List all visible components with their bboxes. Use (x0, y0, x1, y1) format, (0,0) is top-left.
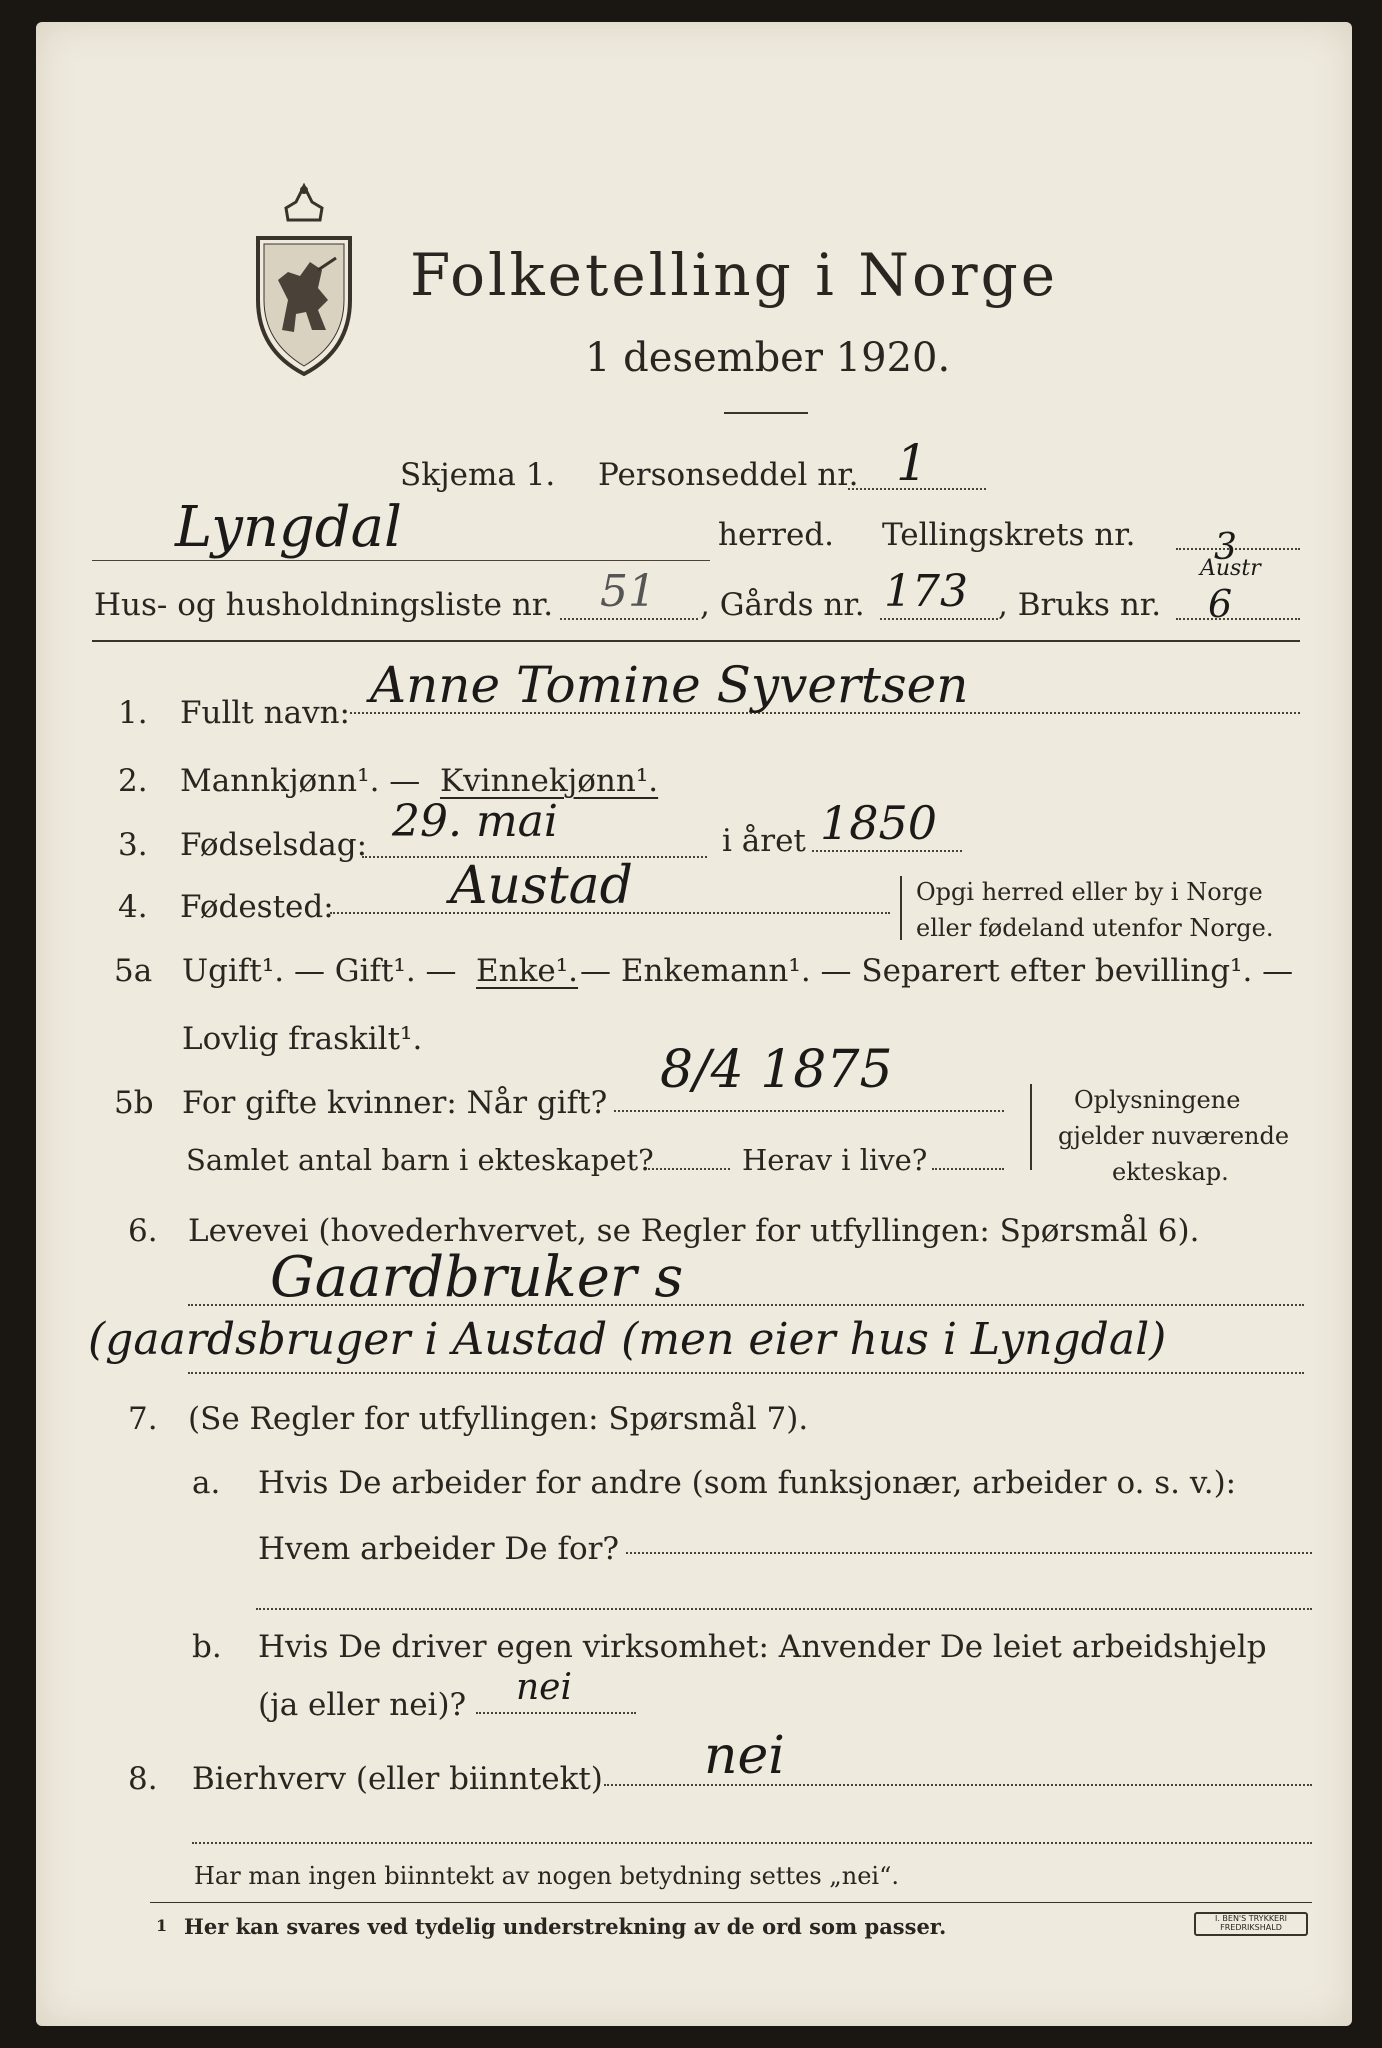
q7a-line-extra (256, 1608, 1312, 1610)
printer-stamp: I. BEN'S TRYKKERI FREDRIKSHALD (1194, 1912, 1308, 1936)
q5b-label: For gifte kvinner: Når gift? (182, 1085, 608, 1121)
herred-label: herred. (718, 517, 834, 553)
q7b-label: Hvis De driver egen virksomhet: Anvender De leiet arbeidshjelp (258, 1629, 1267, 1665)
q6-value-line2: (gaardsbruger i Austad (men eier hus i Lyngdal) (88, 1314, 1167, 1365)
q7b-line2: (ja eller nei)? (258, 1687, 467, 1723)
q6-label: Levevei (hovederhvervet, se Regler for utfyllingen: Spørsmål 6). (188, 1213, 1200, 1249)
hus-line (560, 618, 698, 620)
bruks-label: , Bruks nr. (998, 587, 1162, 623)
q4-note-brace (900, 876, 902, 940)
q6-line1 (188, 1304, 1304, 1306)
q2-female-underlined: Kvinnekjønn¹. (440, 763, 659, 799)
q3-year-value: 1850 (820, 796, 938, 850)
q8-line-extra (192, 1842, 1312, 1844)
gards-line (880, 618, 998, 620)
q7a-line2: Hvem arbeider De for? (258, 1531, 620, 1567)
q3-number: 3. (118, 827, 148, 863)
footer-divider (150, 1902, 1312, 1903)
q3-year-line (812, 850, 962, 852)
gards-label: , Gårds nr. (700, 587, 865, 623)
q7b-line (476, 1712, 636, 1714)
tellingskrets-line (1176, 548, 1300, 550)
header-divider (92, 640, 1300, 642)
q5b-number: 5b (114, 1085, 154, 1121)
tellingskrets-extra: Austr (1200, 556, 1261, 581)
title-divider (724, 412, 808, 414)
q7-number: 7. (128, 1401, 158, 1437)
q7a-line (626, 1552, 1312, 1554)
q7b-value: nei (516, 1667, 573, 1708)
q3-label: Fødselsdag: (180, 827, 368, 863)
herred-line (92, 560, 710, 561)
q6-line2 (188, 1372, 1304, 1374)
q7b-number: b. (192, 1629, 222, 1665)
gards-value: 173 (884, 566, 968, 617)
q5a-enke-underlined: Enke¹. (476, 953, 579, 989)
q7a-number: a. (192, 1465, 221, 1501)
q6-number: 6. (128, 1213, 158, 1249)
q4-note-line2: eller fødeland utenfor Norge. (916, 914, 1274, 942)
q3-year-label: i året (722, 823, 806, 859)
q4-note-line1: Opgi herred eller by i Norge (916, 878, 1263, 906)
tellingskrets-value: 3 (1214, 527, 1237, 568)
bruks-value: 6 (1208, 582, 1233, 626)
form-title: Folketelling i Norge (410, 241, 1059, 309)
coat-of-arms-icon (248, 180, 360, 380)
q1-value: Anne Tomine Syvertsen (370, 656, 969, 714)
q5b-line (614, 1110, 1004, 1112)
q5a-number: 5a (114, 953, 153, 989)
personseddel-label: Personseddel nr. (598, 457, 859, 493)
q6-value-line1: Gaardbruker s (270, 1245, 684, 1310)
personseddel-value: 1 (896, 434, 928, 492)
q5b-value: 8/4 1875 (660, 1040, 893, 1100)
biinntekt-note: Har man ingen biinntekt av nogen betydning settes „nei“. (194, 1862, 899, 1890)
q7a-label: Hvis De arbeider for andre (som funksjonær, arbeider o. s. v.): (258, 1465, 1237, 1501)
q5a-line2: Lovlig fraskilt¹. (182, 1021, 423, 1057)
hus-label: Hus- og husholdningsliste nr. (94, 587, 554, 623)
q5a-options-end: — Enkemann¹. — Separert efter bevilling¹. — (580, 953, 1294, 989)
q2-number: 2. (118, 763, 148, 799)
q8-number: 8. (128, 1761, 158, 1797)
footnote: Her kan svares ved tydelig understrekning av de ord som passer. (184, 1914, 947, 1939)
tellingskrets-label: Tellingskrets nr. (882, 517, 1136, 553)
q2-male: Mannkjønn¹. — (180, 763, 421, 799)
q8-value: nei (704, 1726, 785, 1786)
q5b-note-brace (1030, 1084, 1032, 1170)
footnote-number: 1 (156, 1916, 168, 1935)
herred-value: Lyngdal (175, 495, 402, 560)
q4-label: Fødested: (180, 889, 334, 925)
q1-number: 1. (118, 695, 148, 731)
q4-number: 4. (118, 889, 148, 925)
q5b-note-line3: ekteskap. (1112, 1158, 1229, 1186)
q4-value: Austad (450, 856, 633, 916)
q5b-note-line1: Oplysningene (1074, 1086, 1241, 1114)
q5a-options-start: Ugift¹. — Gift¹. — (182, 953, 457, 989)
q5b-line2b: Herav i live? (742, 1143, 928, 1177)
form-date: 1 desember 1920. (585, 335, 951, 381)
bruks-line (1176, 618, 1300, 620)
q7-label: (Se Regler for utfyllingen: Spørsmål 7). (188, 1401, 809, 1437)
q1-label: Fullt navn: (180, 695, 350, 731)
q5b-note-line2: gjelder nuværende (1058, 1122, 1290, 1150)
q3-value: 29. mai (392, 796, 558, 847)
hus-value: 51 (600, 566, 656, 617)
skjema-label: Skjema 1. (400, 457, 556, 493)
q8-label: Bierhverv (eller biinntekt) (192, 1761, 603, 1797)
q5b-alive-line (932, 1168, 1004, 1170)
q5b-line2a: Samlet antal barn i ekteskapet? (186, 1143, 654, 1177)
q5b-children-line (648, 1168, 730, 1170)
